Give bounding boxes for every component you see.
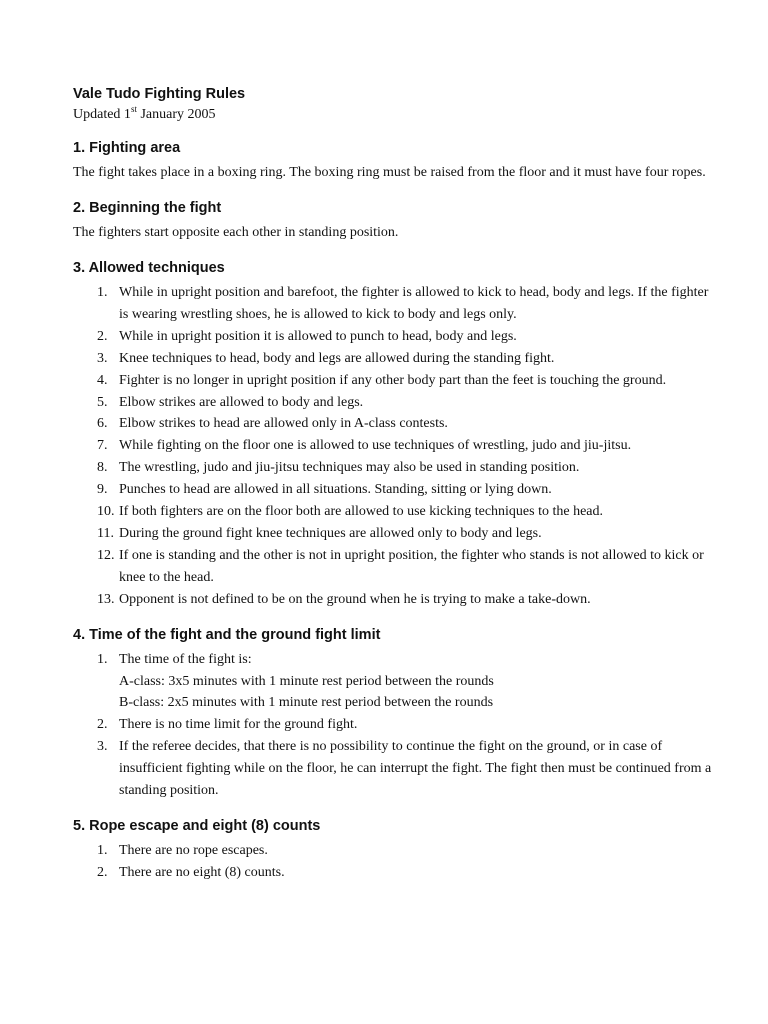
updated-suffix: January 2005 bbox=[136, 107, 216, 122]
list-item-text: Punches to head are allowed in all situations. Standing, sitting or lying down. bbox=[119, 482, 552, 498]
list-item-text: The time of the fight is: bbox=[119, 651, 252, 667]
list-item-number: 13. bbox=[97, 591, 115, 607]
section-heading: 2. Beginning the fight bbox=[73, 200, 222, 216]
list-item-number: 2. bbox=[97, 717, 108, 733]
rules-list bbox=[73, 840, 713, 884]
list-item bbox=[73, 326, 713, 348]
list-item bbox=[73, 589, 713, 611]
list-item bbox=[73, 370, 713, 392]
list-item-number: 11. bbox=[97, 525, 114, 541]
list-item-text: During the ground fight knee techniques are allowed only to body and legs. bbox=[119, 525, 542, 541]
section-heading: 4. Time of the fight and the ground fight limit bbox=[73, 626, 381, 643]
section-fighting-area bbox=[73, 138, 713, 184]
list-item-number: 1. bbox=[97, 285, 108, 300]
section-heading: 3. Allowed techniques bbox=[73, 260, 225, 276]
section-rope-escape bbox=[73, 816, 713, 884]
list-item-text: Knee techniques to head, body and legs are allowed during the standing fight. bbox=[119, 350, 555, 366]
list-item-number: 3. bbox=[97, 739, 108, 755]
list-item bbox=[73, 523, 713, 545]
list-item bbox=[73, 348, 713, 370]
list-item-number: 12. bbox=[97, 547, 115, 563]
updated-date bbox=[73, 104, 713, 126]
section-allowed-techniques bbox=[73, 258, 713, 611]
section-beginning-the-fight bbox=[73, 198, 713, 244]
list-item-number: 2. bbox=[97, 864, 108, 880]
list-item-number: 10. bbox=[97, 504, 115, 520]
list-item-number: 6. bbox=[97, 416, 108, 432]
list-item-number: 5. bbox=[97, 394, 108, 410]
rules-list bbox=[73, 282, 713, 611]
section-heading: 5. Rope escape and eight (8) counts bbox=[73, 817, 321, 834]
list-item-number: 7. bbox=[97, 438, 108, 454]
list-item-number: 9. bbox=[97, 482, 108, 498]
section-paragraph: The fight takes place in a boxing ring. The boxing ring must be raised from the floor and it must have four ropes. bbox=[73, 165, 706, 180]
list-item bbox=[73, 501, 713, 523]
section-paragraph: The fighters start opposite each other in standing position. bbox=[73, 225, 399, 240]
list-item-text: Elbow strikes are allowed to body and legs. bbox=[119, 394, 364, 410]
list-item-text: While in upright position it is allowed to punch to head, body and legs. bbox=[119, 328, 517, 344]
section-heading: 1. Fighting area bbox=[73, 140, 181, 156]
list-item bbox=[73, 649, 713, 715]
list-item-text: While fighting on the floor one is allowed to use techniques of wrestling, judo and jiu-jitsu. bbox=[119, 438, 632, 454]
list-item bbox=[73, 282, 713, 326]
list-item-content bbox=[119, 649, 713, 715]
list-item-text: There is no time limit for the ground fight. bbox=[119, 717, 358, 733]
list-item-text: Elbow strikes to head are allowed only in A-class contests. bbox=[119, 416, 448, 432]
list-item bbox=[73, 479, 713, 501]
section-time-of-the-fight bbox=[73, 625, 713, 802]
document-title: Vale Tudo Fighting Rules bbox=[73, 86, 246, 102]
updated-prefix: Updated 1 bbox=[73, 107, 131, 122]
list-item-number: 1. bbox=[97, 842, 108, 858]
class-a-time: A-class: 3x5 minutes with 1 minute rest period between the rounds bbox=[119, 673, 494, 689]
class-b-time: B-class: 2x5 minutes with 1 minute rest period between the rounds bbox=[119, 695, 494, 711]
list-item bbox=[73, 457, 713, 479]
list-item-text: Fighter is no longer in upright position if any other body part than the feet is touching the ground. bbox=[119, 372, 667, 388]
list-item bbox=[73, 413, 713, 435]
rules-list bbox=[73, 649, 713, 802]
document-page bbox=[73, 84, 713, 898]
list-item-number: 4. bbox=[97, 372, 108, 388]
list-item-text: If one is standing and the other is not in upright position, the fighter who stands is not allowed to kick or knee to the head. bbox=[119, 547, 704, 585]
list-item bbox=[73, 840, 713, 862]
list-item bbox=[73, 862, 713, 884]
list-item-text: While in upright position and barefoot, the fighter is allowed to kick to head, body and legs. If the fighter is wearing wrestling shoes, he is allowed to kick to body and legs only. bbox=[119, 285, 709, 322]
list-item-text: If the referee decides, that there is no possibility to continue the fight on the ground, or in case of insufficient fighting while on the floor, he can interrupt the fight. The fight then must be continued from a standing position. bbox=[119, 739, 712, 799]
list-item-text: There are no rope escapes. bbox=[119, 842, 268, 858]
list-item bbox=[73, 714, 713, 736]
list-item-text: If both fighters are on the floor both are allowed to use kicking techniques to the head. bbox=[119, 504, 604, 520]
list-item bbox=[73, 435, 713, 457]
list-item-number: 3. bbox=[97, 350, 108, 366]
list-item-text: There are no eight (8) counts. bbox=[119, 864, 285, 880]
updated-ordinal: st bbox=[130, 104, 137, 114]
list-item bbox=[73, 545, 713, 589]
list-item-number: 8. bbox=[97, 460, 108, 476]
list-item bbox=[73, 736, 713, 802]
list-item-number: 1. bbox=[97, 651, 108, 667]
list-item bbox=[73, 392, 713, 414]
list-item-text: Opponent is not defined to be on the ground when he is trying to make a take-down. bbox=[119, 591, 591, 607]
list-item-number: 2. bbox=[97, 328, 108, 344]
list-item-text: The wrestling, judo and jiu-jitsu techniques may also be used in standing position. bbox=[119, 460, 580, 476]
